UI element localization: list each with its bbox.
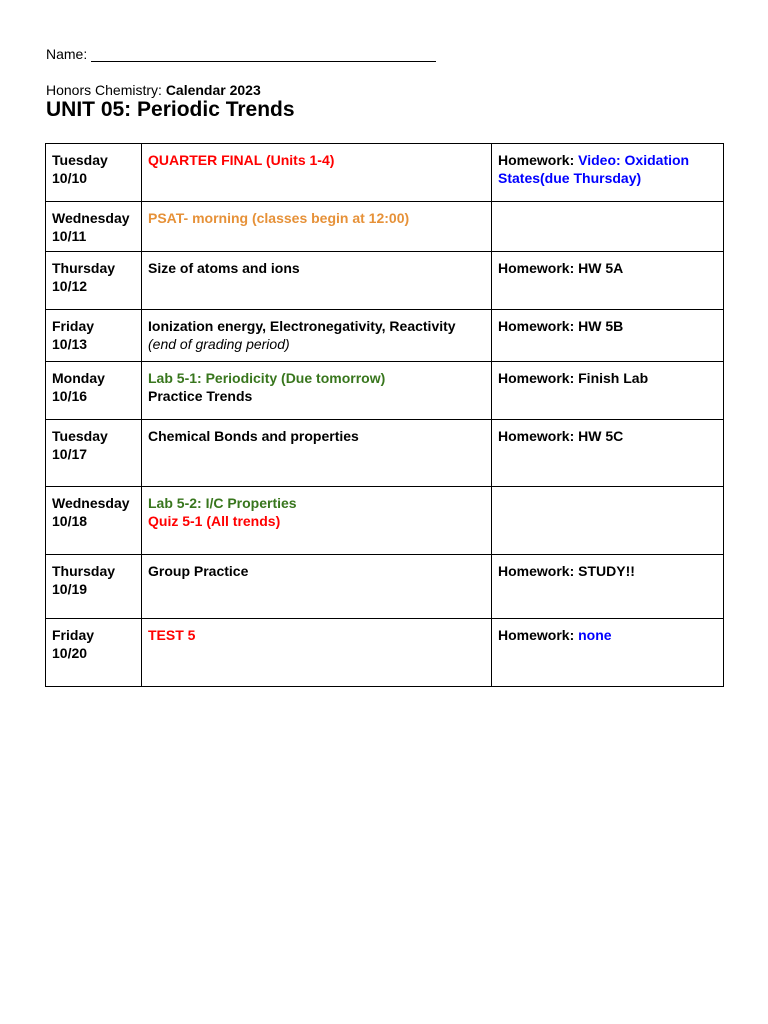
- day-cell: [46, 555, 142, 619]
- activity-line: Practice Trends: [148, 388, 253, 404]
- course-prefix: Honors Chemistry:: [46, 82, 162, 98]
- homework-value: HW 5B: [578, 318, 624, 334]
- activity-line: Group Practice: [148, 563, 249, 579]
- activity-line: Chemical Bonds and properties: [148, 428, 359, 444]
- homework-label: Homework:: [498, 152, 579, 168]
- activity-cell: [142, 310, 492, 362]
- homework-label: Homework:: [498, 627, 579, 643]
- table-row: [46, 362, 724, 420]
- table-row: [46, 487, 724, 555]
- homework-label: Homework:: [498, 318, 579, 334]
- calendar-table: [45, 143, 724, 687]
- activity-line: Quiz 5-1 (All trends): [148, 513, 281, 529]
- homework-value: Video: Oxidation States(due Thursday): [498, 152, 690, 186]
- homework-cell: [492, 619, 724, 687]
- activity-line: QUARTER FINAL (Units 1-4): [148, 152, 335, 168]
- homework-label: Homework:: [498, 260, 579, 276]
- day-date: 10/11: [52, 228, 87, 244]
- table-row: [46, 252, 724, 310]
- homework-label: Homework:: [498, 428, 579, 444]
- day-name: Wednesday: [52, 210, 130, 226]
- day-cell: [46, 252, 142, 310]
- activity-cell: [142, 487, 492, 555]
- day-date: 10/17: [52, 446, 88, 462]
- day-name: Wednesday: [52, 495, 130, 511]
- day-date: 10/10: [52, 170, 88, 186]
- day-cell: [46, 619, 142, 687]
- day-name: Thursday: [52, 563, 116, 579]
- table-row: [46, 202, 724, 252]
- day-name: Friday: [52, 318, 95, 334]
- day-name: Monday: [52, 370, 105, 386]
- homework-value: HW 5C: [578, 428, 624, 444]
- table-row: [46, 619, 724, 687]
- activity-cell: [142, 362, 492, 420]
- activity-note: (end of grading period): [148, 336, 290, 352]
- table-row: [46, 420, 724, 487]
- table-row: [46, 144, 724, 202]
- day-date: 10/12: [52, 278, 88, 294]
- activity-line: Lab 5-2: I/C Properties: [148, 495, 297, 511]
- homework-cell: [492, 202, 724, 252]
- homework-cell: [492, 420, 724, 487]
- activity-line: PSAT- morning (classes begin at 12:00): [148, 210, 410, 226]
- homework-label: Homework:: [498, 370, 579, 386]
- activity-cell: [142, 144, 492, 202]
- activity-line: Size of atoms and ions: [148, 260, 300, 276]
- homework-cell: [492, 252, 724, 310]
- course-title: Calendar 2023: [165, 82, 261, 98]
- unit-title: UNIT 05: Periodic Trends: [46, 98, 295, 121]
- activity-cell: [142, 619, 492, 687]
- table-row: [46, 555, 724, 619]
- activity-line: Ionization energy, Electronegativity, Reactivity: [148, 318, 456, 334]
- homework-value: HW 5A: [578, 260, 624, 276]
- day-name: Friday: [52, 627, 95, 643]
- name-label: Name:: [46, 46, 88, 62]
- activity-cell: [142, 252, 492, 310]
- day-cell: [46, 202, 142, 252]
- activity-line: Lab 5-1: Periodicity (Due tomorrow): [148, 370, 386, 386]
- homework-label: Homework:: [498, 563, 579, 579]
- homework-cell: [492, 555, 724, 619]
- day-date: 10/16: [52, 388, 88, 404]
- activity-cell: [142, 420, 492, 487]
- homework-cell: [492, 362, 724, 420]
- calendar-body: [46, 144, 724, 687]
- activity-cell: [142, 555, 492, 619]
- table-row: [46, 310, 724, 362]
- day-cell: [46, 144, 142, 202]
- activity-cell: [142, 202, 492, 252]
- name-blank-field[interactable]: [91, 47, 436, 62]
- day-date: 10/20: [52, 645, 88, 661]
- activity-line: TEST 5: [148, 627, 196, 643]
- day-cell: [46, 310, 142, 362]
- day-date: 10/18: [52, 513, 88, 529]
- day-name: Thursday: [52, 260, 116, 276]
- day-date: 10/13: [52, 336, 88, 352]
- day-cell: [46, 487, 142, 555]
- homework-cell: [492, 144, 724, 202]
- name-line: [46, 46, 436, 62]
- day-name: Tuesday: [52, 428, 108, 444]
- day-cell: [46, 362, 142, 420]
- homework-cell: [492, 310, 724, 362]
- homework-value: none: [578, 627, 612, 643]
- day-date: 10/19: [52, 581, 88, 597]
- homework-cell: [492, 487, 724, 555]
- homework-value: Finish Lab: [578, 370, 649, 386]
- day-name: Tuesday: [52, 152, 108, 168]
- course-heading: [46, 82, 261, 98]
- day-cell: [46, 420, 142, 487]
- homework-value: STUDY!!: [578, 563, 635, 579]
